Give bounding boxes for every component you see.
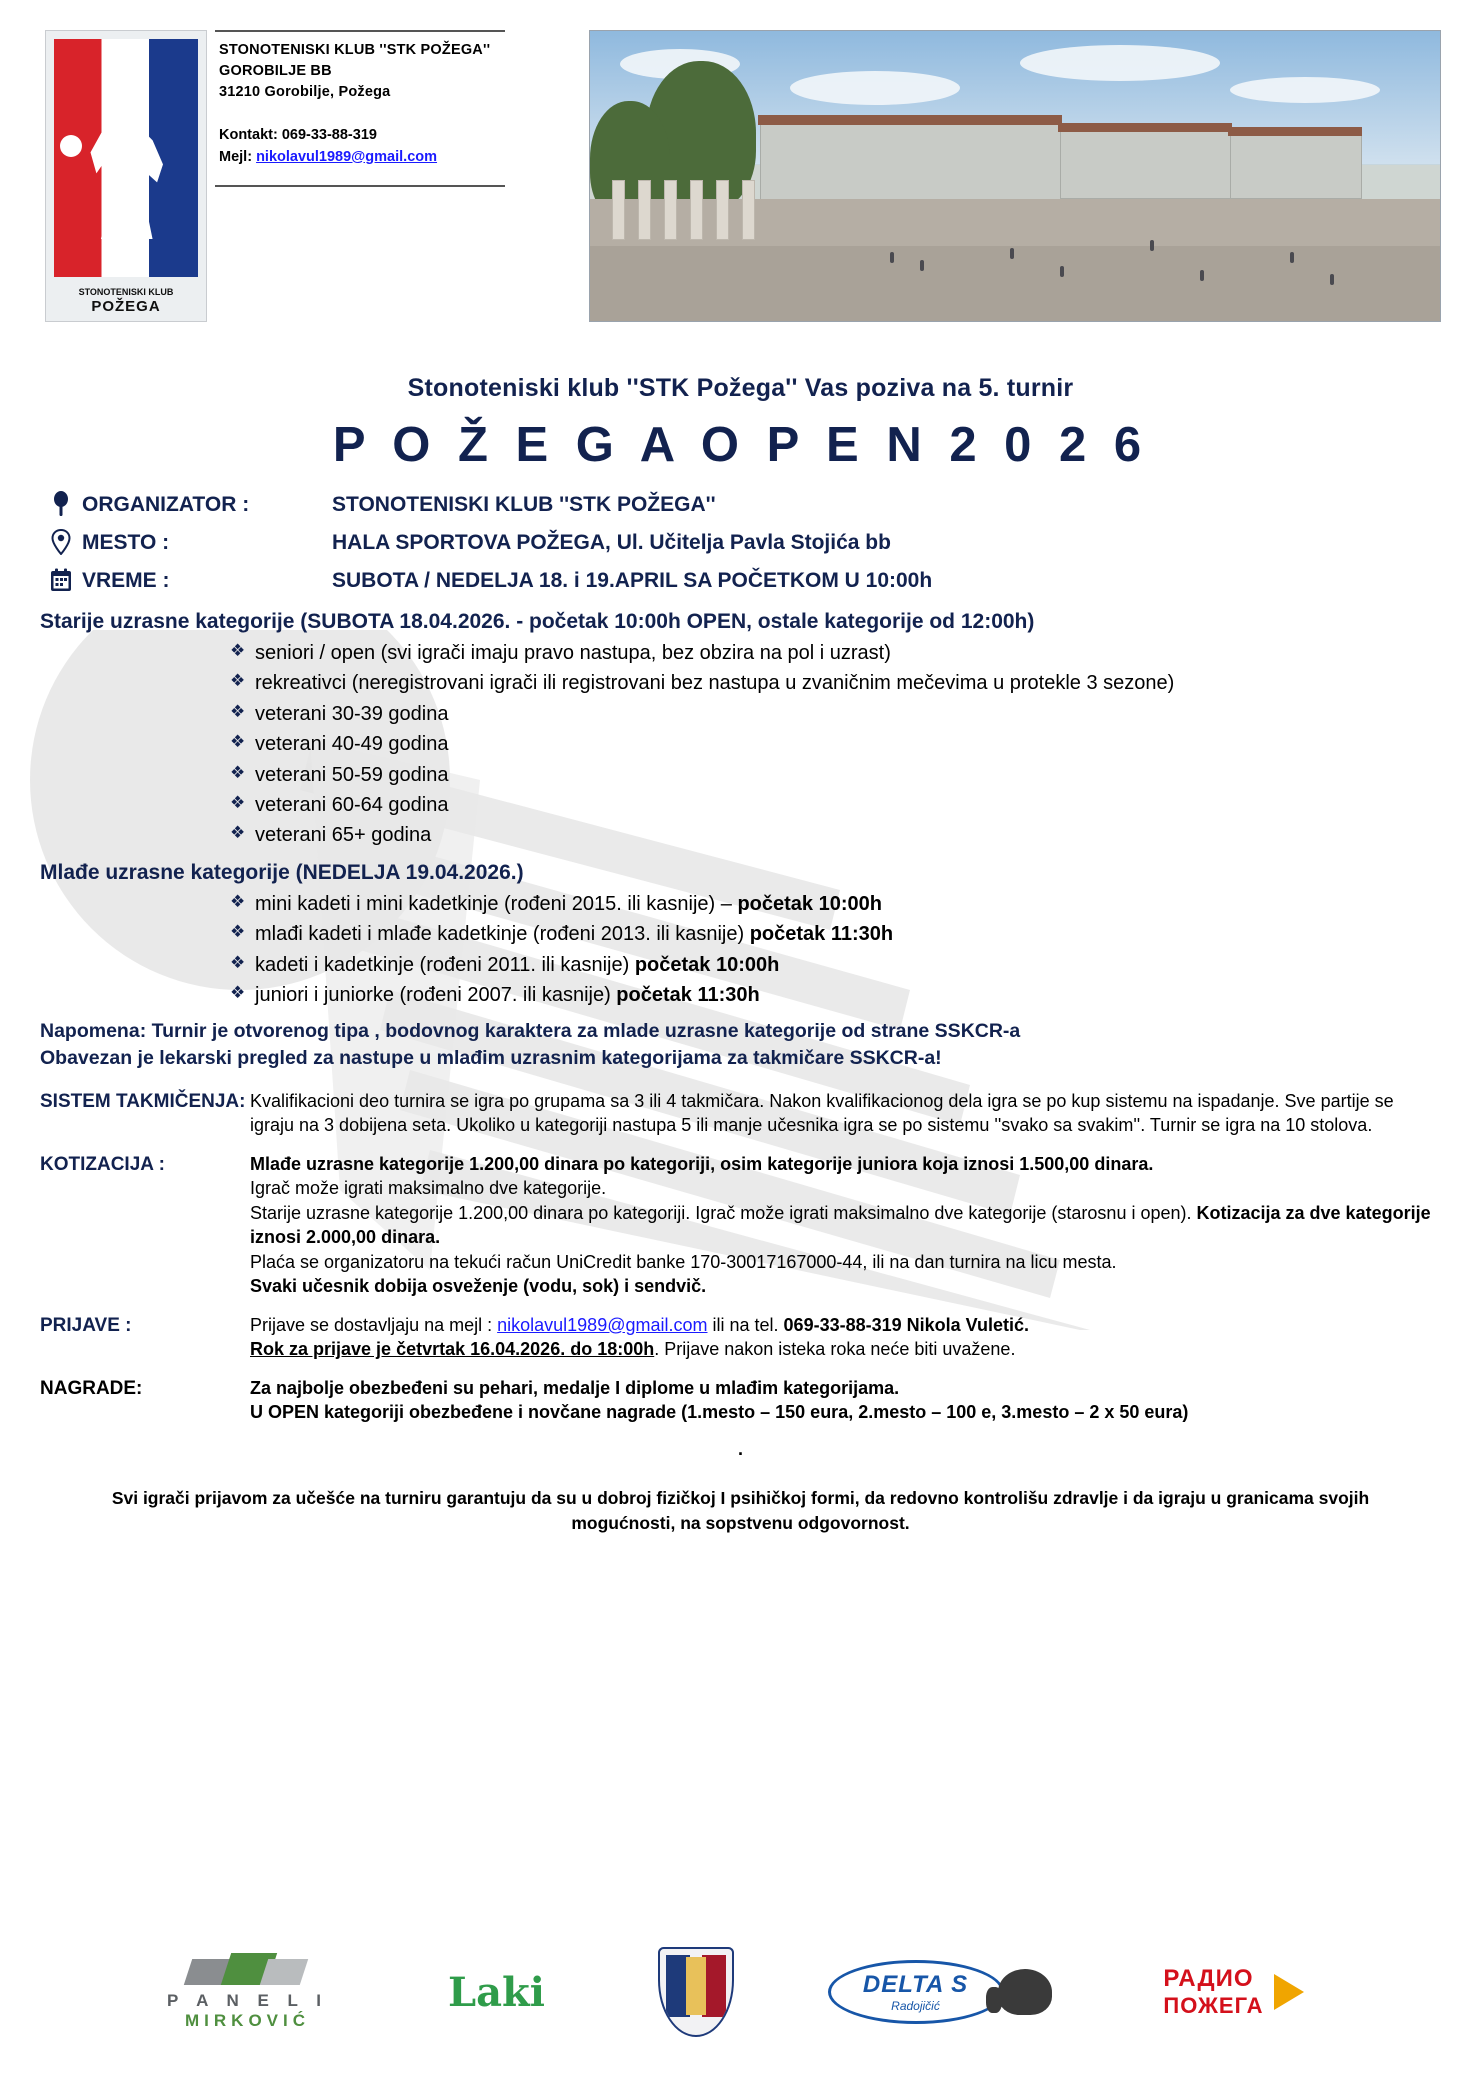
logo-caption-big: POŽEGA	[91, 297, 161, 315]
sponsor-radio-line2: ПОЖЕГА	[1163, 1993, 1264, 2018]
club-mail-link[interactable]: nikolavul1989@gmail.com	[256, 148, 438, 165]
fee-line-4: Plaća se organizatoru na tekući račun UniCredit banke 170-30017167000-44, ili na dan turnira na licu mesta.	[250, 1251, 1117, 1272]
list-item: ❖ veterani 60-64 godina	[40, 790, 1441, 820]
list-item	[40, 980, 1441, 1010]
list-item: ❖ veterani 40-49 godina	[40, 729, 1441, 759]
registration-text-b: ili na tel.	[707, 1314, 784, 1335]
sponsor-paneli-mirkovic-logo	[153, 1949, 343, 2035]
info-value-organizer: STONOTENISKI KLUB ''STK POŽEGA''	[332, 493, 716, 516]
list-item-text: kadeti i kadetkinje (rođeni 2011. ili kasnije)	[255, 953, 635, 976]
list-item-text: mini kadeti i mini kadetkinje (rođeni 2015. ili kasnije) –	[255, 892, 738, 915]
coat-of-arms-icon	[658, 1947, 734, 2037]
club-address-2: 31210 Gorobilje, Požega	[219, 84, 391, 101]
note-1: Napomena: Turnir je otvorenog tipa , bodovnog karaktera za mlade uzrasne kategorije od strane SSKCR-a	[40, 1020, 1021, 1043]
list-item: ❖ veterani 30-39 godina	[40, 699, 1441, 729]
details-section	[40, 1089, 1441, 1425]
list-item-time: početak 10:00h	[737, 892, 882, 915]
prizes-line-1: Za najbolje obezbeđeni su pehari, medalje I diplome u mlađim kategorijama.	[250, 1377, 900, 1398]
club-address-1: GOROBILJE BB	[219, 63, 332, 80]
info-row-place	[40, 529, 1441, 562]
header	[40, 30, 1441, 322]
detail-row-registration	[40, 1313, 1441, 1362]
sponsor-paneli-line1: P A N E L I	[166, 1991, 329, 2010]
play-triangle-icon	[1274, 1974, 1304, 2010]
list-item-time: početak 11:30h	[749, 923, 894, 946]
club-phone: Kontakt: 069-33-88-319	[219, 127, 377, 144]
invite-line: Stonoteniski klub ''STK Požega'' Vas poziva na 5. turnir	[407, 374, 1074, 402]
detail-label-registration: PRIJAVE :	[40, 1314, 132, 1336]
list-item: ❖ veterani 50-59 godina	[40, 760, 1441, 790]
sponsor-paneli-line2: MIRKOVIĆ	[185, 2011, 310, 2030]
elephant-icon	[998, 1969, 1052, 2015]
info-label-time: VREME :	[82, 569, 170, 592]
event-info	[40, 491, 1441, 600]
sponsor-delta-s-logo	[825, 1949, 1055, 2035]
info-row-organizer	[40, 491, 1441, 524]
club-info	[219, 30, 549, 169]
venue-photo	[589, 30, 1441, 322]
sponsor-laki-logo	[427, 1949, 567, 2035]
list-item: ❖ seniori / open (svi igrači imaju pravo nastupa, bez obzira na pol i uzrast)	[40, 638, 1441, 668]
disclaimer-text: Svi igrači prijavom za učešće na turniru garantuju da su u dobroj fizičkoj I psihičkoj formi, da redovno kontrolišu zdravlje i da igraju u granicama svojih mogućnosti, na sopstvenu odgovornost.	[111, 1487, 1370, 1533]
ball-icon	[60, 135, 82, 157]
sponsor-radio-pozega-logo	[1139, 1949, 1329, 2035]
info-value-time: SUBOTA / NEDELJA 18. i 19.APRIL SA POČETKOM U 10:00h	[332, 569, 933, 592]
list-item	[40, 919, 1441, 949]
info-value-place: HALA SPORTOVA POŽEGA, Ul. Učitelja Pavla Stojića bb	[332, 531, 891, 554]
club-name: STONOTENISKI KLUB ''STK POŽEGA''	[219, 42, 491, 58]
detail-row-fee	[40, 1152, 1441, 1299]
info-label-organizer: ORGANIZATOR :	[82, 493, 250, 516]
separator-dot: .	[737, 1438, 743, 1459]
list-item-text: juniori i juniorke (rođeni 2007. ili kasnije)	[255, 983, 617, 1006]
list-item: ❖ rekreativci (neregistrovani igrači ili registrovani bez nastupa u zvaničnim mečevima u protekle 3 sezone)	[40, 668, 1441, 698]
table-tennis-racket-icon	[40, 491, 82, 524]
older-categories-heading: Starije uzrasne kategorije (SUBOTA 18.04.2026. - početak 10:00h OPEN, ostale kategorije od 12:00h)	[40, 610, 1035, 633]
club-mail-label: Mejl:	[219, 148, 253, 165]
detail-label-prizes: NAGRADE:	[40, 1377, 143, 1399]
list-item-text: mlađi kadeti i mlađe kadetkinje (rođeni 2013. ili kasnije)	[255, 923, 750, 946]
registration-deadline: Rok za prijave je četvrtak 16.04.2026. do 18:00h	[250, 1339, 655, 1360]
younger-categories-list	[40, 889, 1441, 1011]
detail-text-system: Kvalifikacioni deo turnira se igra po grupama sa 3 ili 4 takmičara. Nakon kvalifikacionog dela igra se po kup sistemu na ispadanje. Sve partije se igraju na 3 dobijena seta. Ukoliko u kategoriji nastupa 5 ili manje učesnika igra se po sistemu ''svako sa svakim''. Turnir se igra na 10 stolova.	[250, 1090, 1394, 1136]
logo-caption-top: STONOTENISKI KLUB	[78, 287, 174, 298]
sponsor-radio-line1: РАДИО	[1163, 1965, 1254, 1992]
sponsors-bar	[0, 1949, 1481, 2035]
registration-text-a: Prijave se dostavljaju na mejl :	[250, 1314, 498, 1335]
older-categories-list	[40, 638, 1441, 851]
registration-mail-link[interactable]: nikolavul1989@gmail.com	[497, 1314, 708, 1335]
sponsor-delta-sub: Radojičić	[891, 1999, 940, 2013]
note-2: Obavezan je lekarski pregled za nastupe u mlađim uzrasnim kategorijama za takmičare SSKCR-a!	[40, 1046, 942, 1069]
info-label-place: MESTO :	[82, 531, 170, 554]
info-row-time	[40, 567, 1441, 600]
list-item	[40, 950, 1441, 980]
fee-line-2: Igrač može igrati maksimalno dve kategorije.	[250, 1178, 607, 1199]
calendar-icon	[40, 567, 82, 600]
detail-label-fee: KOTIZACIJA :	[40, 1153, 165, 1175]
list-item: ❖ veterani 65+ godina	[40, 820, 1441, 850]
roof-icon	[188, 1953, 308, 1987]
fee-line-5: Svaki učesnik dobija osveženje (vodu, sok) i sendvič.	[250, 1276, 707, 1297]
list-item	[40, 889, 1441, 919]
list-item-time: početak 11:30h	[616, 983, 760, 1006]
registration-phone: 069-33-88-319 Nikola Vuletić.	[783, 1314, 1030, 1335]
younger-categories-heading: Mlađe uzrasne kategorije (NEDELJA 19.04.2026.)	[40, 860, 524, 884]
prizes-line-2: U OPEN kategoriji obezbeđene i novčane nagrade (1.mesto – 150 eura, 2.mesto – 100 e, 3.mesto – 2 x 50 eura)	[250, 1402, 1189, 1423]
detail-row-system	[40, 1089, 1441, 1138]
fee-line-1: Mlađe uzrasne kategorije 1.200,00 dinara po kategoriji, osim kategorije juniora koja iznosi 1.500,00 dinara.	[250, 1153, 1154, 1174]
page-title: P O Ž E G A O P E N 2 0 2 6	[332, 418, 1149, 472]
detail-row-prizes	[40, 1376, 1441, 1425]
fee-line-3b: Kotizacija za dve kategorije iznosi 2.000,00 dinara.	[250, 1202, 1431, 1248]
registration-deadline-note: . Prijave nakon isteka roka neće biti uvažene.	[654, 1339, 1016, 1360]
sponsor-laki-text: Laki	[448, 1968, 545, 2016]
fee-line-3a: Starije uzrasne kategorije 1.200,00 dinara po kategoriji. Igrač može igrati maksimalno dve kategorije (starosnu i open).	[250, 1202, 1197, 1223]
sponsor-delta-name: DELTA S	[862, 1971, 969, 1998]
club-logo	[45, 30, 205, 320]
detail-label-system: SISTEM TAKMIČENJA:	[40, 1090, 246, 1112]
sponsor-grb-pozega-logo	[651, 1949, 741, 2035]
location-pin-icon	[40, 529, 82, 562]
list-item-time: početak 10:00h	[634, 953, 780, 976]
